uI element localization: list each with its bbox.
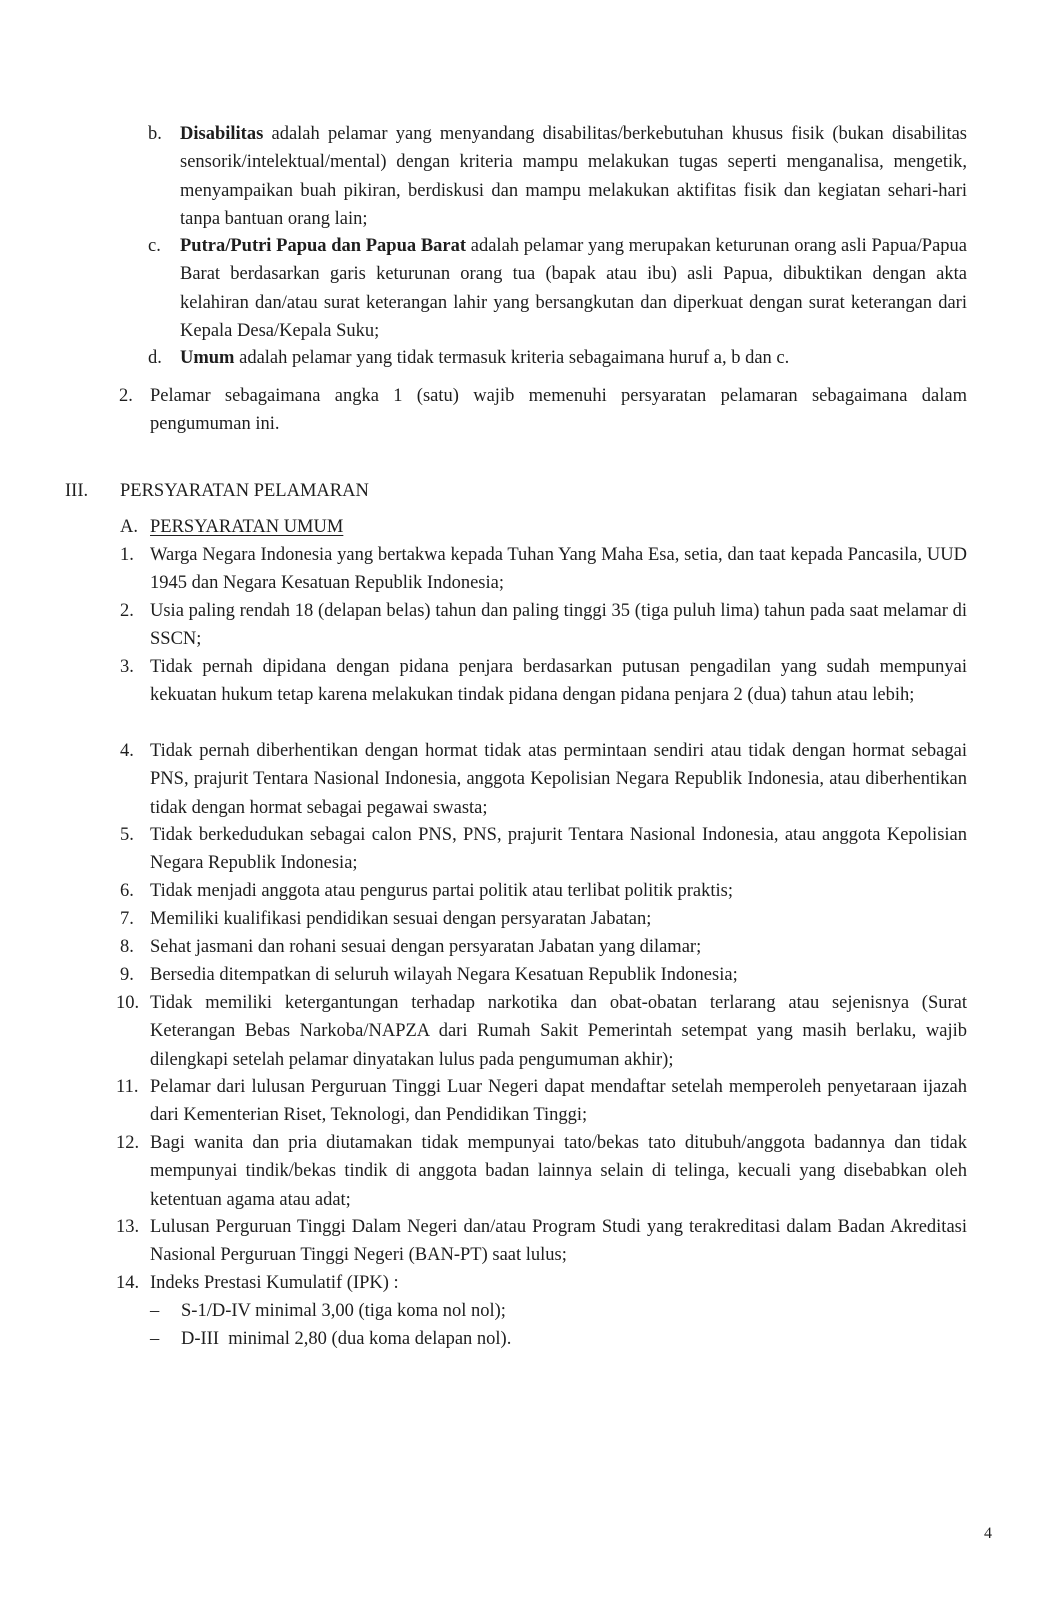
item-text: Lulusan Perguruan Tinggi Dalam Negeri dan/atau Program Studi yang terakreditasi dalam Badan Akreditasi Nasional Perguruan Tinggi Negeri (BAN-PT) saat lulus;	[150, 1217, 967, 1266]
ipk-bullet-dash: –	[150, 1329, 160, 1349]
requirement-item	[120, 653, 967, 710]
item-label: 11.	[116, 1077, 139, 1097]
item-text: Pelamar sebagaimana angka 1 (satu) wajib memenuhi persyaratan pelamaran sebagaimana dalam pengumuman ini.	[150, 386, 967, 435]
item-label: 9.	[120, 965, 134, 985]
item-text: Tidak memiliki ketergantungan terhadap narkotika dan obat-obatan terlarang atau sejenisnya (Surat Keterangan Bebas Narkoba/NAPZA dari Rumah Sakit Pemerintah setempat yang masih berlaku, wajib dilengkapi setelah pelamar dinyatakan lulus pada pengumuman akhir);	[150, 993, 967, 1070]
item-text: Tidak menjadi anggota atau pengurus partai politik atau terlibat politik praktis;	[150, 881, 733, 901]
item-text: Usia paling rendah 18 (delapan belas) tahun dan paling tinggi 35 (tiga puluh lima) tahun pada saat melamar di SSCN;	[150, 601, 967, 650]
requirement-item	[116, 1129, 967, 1214]
item-text: Tidak pernah diberhentikan dengan hormat tidak atas permintaan sendiri atau tidak dengan hormat sebagai PNS, prajurit Tentara Nasional Indonesia, anggota Kepolisian Negara Republik Indonesia, atau diberhentikan tidak dengan hormat sebagai pegawai swasta;	[150, 741, 967, 818]
ipk-bullet-text: D-III minimal 2,80 (dua koma delapan nol).	[181, 1329, 512, 1349]
item-text: Pelamar dari lulusan Perguruan Tinggi Luar Negeri dapat mendaftar setelah memperoleh penyetaraan ijazah dari Kementerian Riset, Teknologi, dan Pendidikan Tinggi;	[150, 1077, 967, 1126]
item-text: Bersedia ditempatkan di seluruh wilayah Negara Kesatuan Republik Indonesia;	[150, 965, 738, 985]
item-text: adalah pelamar yang merupakan keturunan orang asli Papua/Papua Barat berdasarkan garis keturunan orang tua (bapak atau ibu) asli Papua, dibuktikan dengan akta kelahiran dan/atau surat keterangan lahir yang bersangkutan dan diperkuat dengan surat keterangan dari Kepala Desa/Kepala Suku;	[180, 236, 968, 342]
requirement-item	[116, 1073, 967, 1130]
requirement-item	[120, 961, 967, 989]
item-text: Warga Negara Indonesia yang bertakwa kepada Tuhan Yang Maha Esa, setia, dan taat kepada Pancasila, UUD 1945 dan Negara Kesatuan Republik Indonesia;	[150, 545, 967, 594]
item-label: 12.	[116, 1133, 140, 1153]
item-label: 2.	[120, 601, 134, 621]
requirement-item	[120, 737, 967, 822]
item-label: 3.	[120, 657, 134, 677]
requirement-item	[120, 877, 967, 905]
item-text: Indeks Prestasi Kumulatif (IPK) :	[150, 1273, 399, 1293]
item-label: c.	[148, 236, 161, 256]
item-text: Tidak pernah dipidana dengan pidana penjara berdasarkan putusan pengadilan yang sudah mempunyai kekuatan hukum tetap karena melakukan tindak pidana dengan pidana penjara 2 (dua) tahun atau lebih;	[150, 657, 967, 706]
subsection-title: PERSYARATAN UMUM	[150, 517, 344, 537]
requirement-item	[120, 933, 967, 961]
list-item-c	[148, 232, 968, 346]
item-label: 8.	[120, 937, 134, 957]
item-label: 4.	[120, 741, 134, 761]
item-term: Putra/Putri Papua dan Papua Barat	[180, 236, 467, 256]
item-label: d.	[148, 348, 162, 368]
item-text: adalah pelamar yang menyandang disabilitas/berkebutuhan khusus fisik (bukan disabilitas sensorik/intelektual/mental) dengan kriteria mampu melakukan tugas seperti menganalisa, mengetik, menyampaikan buah pikiran, berdiskusi dan mampu melakukan aktifitas fisik dan kegiatan sehari-hari tanpa bantuan orang lain;	[180, 124, 967, 230]
item-text: adalah pelamar yang tidak termasuk kriteria sebagaimana huruf a, b dan c.	[234, 348, 790, 368]
list-item-b	[148, 120, 967, 234]
section-number: III.	[65, 481, 89, 501]
list-item-point-2	[119, 382, 967, 439]
item-text: Memiliki kualifikasi pendidikan sesuai dengan persyaratan Jabatan;	[150, 909, 652, 929]
item-label: 10.	[116, 993, 140, 1013]
item-label: 6.	[120, 881, 134, 901]
item-text: Tidak berkedudukan sebagai calon PNS, PNS, prajurit Tentara Nasional Indonesia, atau anggota Kepolisian Negara Republik Indonesia;	[150, 825, 967, 874]
requirement-item	[120, 821, 967, 878]
subsection-label: A.	[120, 517, 138, 537]
ipk-bullet-text: S-1/D-IV minimal 3,00 (tiga koma nol nol);	[181, 1301, 506, 1321]
section-title: PERSYARATAN PELAMARAN	[120, 481, 369, 501]
requirement-item	[120, 597, 967, 654]
item-label: 7.	[120, 909, 134, 929]
requirement-item	[116, 989, 967, 1074]
item-label: 5.	[120, 825, 134, 845]
requirement-item	[116, 1213, 967, 1270]
item-label: b.	[148, 124, 162, 144]
item-label: 14.	[116, 1273, 140, 1293]
requirement-item	[120, 541, 967, 598]
requirement-item	[116, 1269, 967, 1297]
item-term: Disabilitas	[180, 124, 264, 144]
item-label: 13.	[116, 1217, 140, 1237]
item-label: 1.	[120, 545, 134, 565]
requirement-item	[120, 905, 967, 933]
item-label: 2.	[119, 386, 133, 406]
page-number: 4	[984, 1525, 992, 1542]
list-item-d	[148, 344, 967, 372]
item-text: Sehat jasmani dan rohani sesuai dengan persyaratan Jabatan yang dilamar;	[150, 937, 702, 957]
item-term: Umum	[180, 348, 235, 368]
item-text: Bagi wanita dan pria diutamakan tidak mempunyai tato/bekas tato ditubuh/anggota badannya dan tidak mempunyai tindik/bekas tindik di anggota badan lainnya selain di telinga, kecuali yang disebabkan oleh ketentuan agama atau adat;	[150, 1133, 967, 1210]
ipk-bullet-dash: –	[150, 1301, 160, 1321]
